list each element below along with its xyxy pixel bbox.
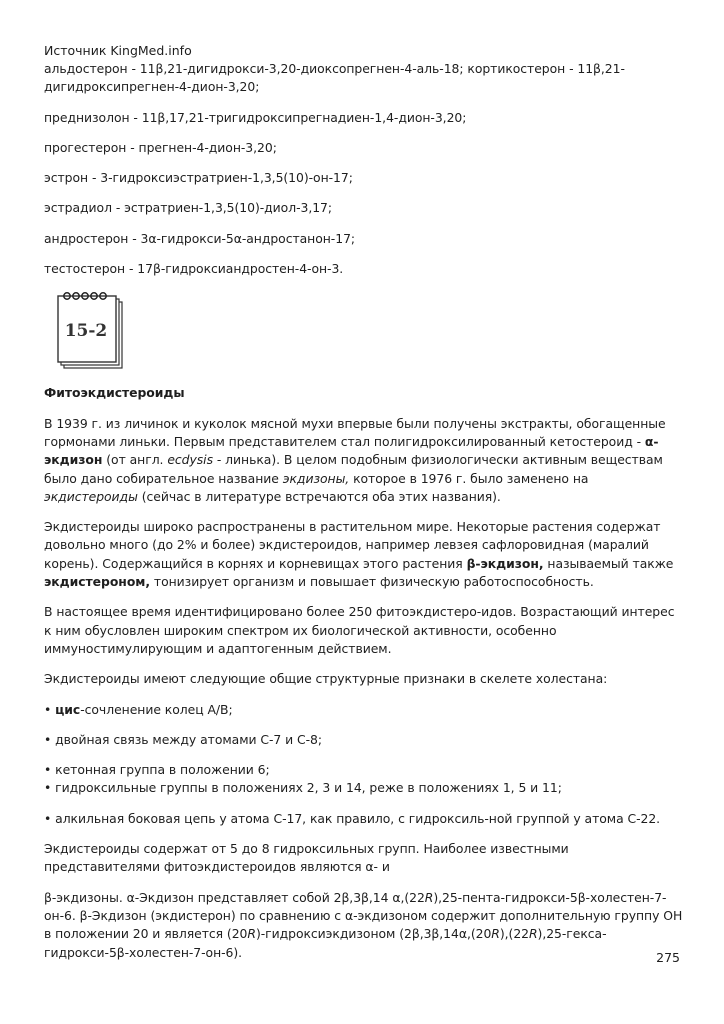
hormone-progesterone: прогестерон - прегнен-4-дион-3,20;: [44, 139, 277, 155]
list-item: • цис-сочленение колец А/В;: [44, 701, 233, 717]
paragraph-features: Экдистероиды имеют следующие общие структурные признаки в скелете холестана:: [44, 671, 608, 687]
paragraph-identified: В настоящее время идентифицировано более 250 фитоэкдистеро-идов. Возрастающий интерес к ним обусловлен широким спектром их биологической активности, особенно иммуностимулирующим и адаптогенным действием.: [44, 604, 675, 656]
badge-label: 15-2: [64, 321, 108, 342]
paragraph-hydroxyl: Экдистероиды содержат от 5 до 8 гидроксильных групп. Наиболее известными представителями фитоэкдистероидов являются α- и: [44, 841, 569, 875]
notepad-icon: [50, 290, 130, 372]
paragraph-ecdysones: β-экдизоны. α-Экдизон представляет собой 2β,3β,14 α,(22R),25-пента-гидрокси-5β-холестен-7-он-6. β-Экдизон (экдистерон) по сравнению с α-экдизоном содержит дополнительную группу ОН в положении 20 и является (20R)-гидроксиэкдизоном (2β,3β,14α,(20R),(22R),25-гекса-гидрокси-5β-холестен-7-он-6).: [44, 889, 683, 960]
list-item: • двойная связь между атомами С-7 и С-8;: [44, 731, 322, 747]
hormone-prednisolone: преднизолон - 11β,17,21-тригидроксипрегнадиен-1,4-дион-3,20;: [44, 109, 467, 125]
hormone-aldosterone: альдостерон - 11β,21-дигидрокси-3,20-диоксопрегнен-4-аль-18; кортикостерон - 11β,21-дигидроксипрегнен-4-дион-3,20;: [44, 61, 625, 95]
hormone-androsterone: андростерон - 3α-гидрокси-5α-андростанон-17;: [44, 230, 356, 246]
list-item: • алкильная боковая цепь у атома С-17, как правило, с гидроксиль-ной группой у атома С-22.: [44, 810, 661, 826]
section-title: Фитоэкдистероиды: [44, 385, 185, 401]
list-item: • кетонная группа в положении 6;: [44, 762, 270, 778]
paragraph-history: В 1939 г. из личинок и куколок мясной мухи впервые были получены экстракты, обогащенные гормонами линьки. Первым представителем стал полигидроксилированный кетостероид - α-экдизон (от англ. ecdysis - линька). В целом подобным физиологически активным веществам было дано собирательное название экдизоны, которое в 1976 г. было заменено на экдистероиды (сейчас в литературе встречаются оба этих названия).: [44, 415, 666, 504]
page-number: 275: [656, 950, 680, 965]
page-content: [44, 42, 684, 974]
list-item: • гидроксильные группы в положениях 2, 3 и 14, реже в положениях 1, 5 и 11;: [44, 780, 562, 796]
paragraph-distribution: Экдистероиды широко распространены в растительном мире. Некоторые растения содержат довольно много (до 2% и более) экдистероидов, например левзея сафлоровидная (маралий корень). Содержащийся в корнях и корневищах этого растения β-экдизон, называемый также экдистероном, тонизирует организм и повышает физическую работоспособность.: [44, 519, 674, 590]
hormone-testosterone: тестостерон - 17β-гидроксиандростен-4-он-3.: [44, 261, 344, 277]
hormone-estradiol: эстрадиол - эстратриен-1,3,5(10)-диол-3,17;: [44, 200, 333, 216]
hormone-estrone: эстрон - 3-гидроксиэстратриен-1,3,5(10)-он-17;: [44, 170, 353, 186]
source-header: Источник KingMed.info: [44, 43, 192, 58]
